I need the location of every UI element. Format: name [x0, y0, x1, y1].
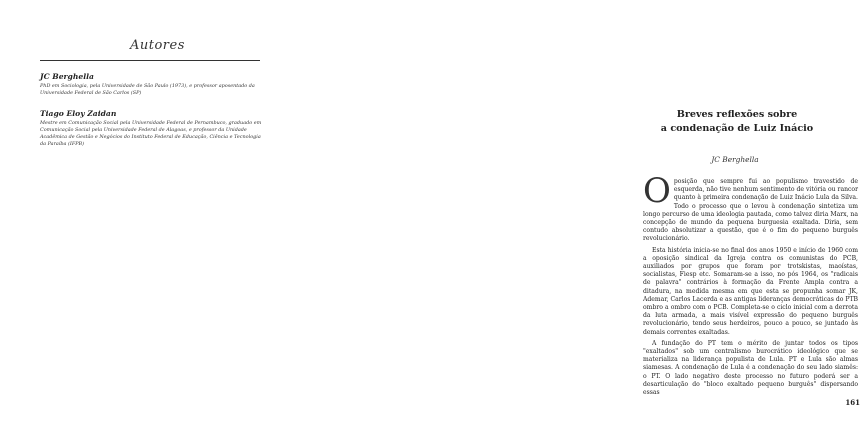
paragraph: Esta história inicia-se no final dos anos 1950 e início de 1960 com a oposição sindical da Igreja contra os comunistas do PCB, auxiliados por grupos que foram por trotskistas, maoístas, socialistas, Fiesp etc. Somaram-se a isso, no pós 1964, os "radicais de palavra" contrários à formação da Frente Ampla contra a ditadura, na medida mesma em que esta se propunha somar JK, Ademar, Carlos Lacerda e as antigas lideranças democráticas do PTB ombro a ombro com o PCB. Completa-se o ciclo inicial com a derrota da luta armada, a mais visível expressão do pequeno burguês revolucionário, tendo seus herdeiros, pouco a pouco, se juntado às demais correntes exaltadas. [643, 246, 858, 336]
paragraph: A fundação do PT tem o mérito de juntar todos os tipos "exaltados" sob um centralismo burocrático ideológico que se materializa na liderança populista de Lula. PT e Lula são almas siamesas. A condenação de Lula é a condenação do seu lado siamês: o PT. O lado negativo deste processo no futuro poderá ser a desarticulação do "bloco exaltado pequeno burguês" dispersando essas [643, 339, 858, 397]
author-bio: PhD em Sociologia, pela Universidade de São Paulo (1973), e professor aposentado da Universidade Federal de São Carlos (SP) [40, 83, 255, 96]
paragraph [643, 171, 858, 244]
article-byline: JC Berghella [711, 155, 759, 164]
page-number: 161 [845, 398, 860, 407]
left-page [0, 0, 300, 439]
right-page [300, 0, 860, 439]
heading-divider [40, 60, 260, 61]
author-bio: Mestre em Comunicação Social pela Universidade Federal de Pernambuco, graduado em Comunicação Social pela Universidade Federal de Alagoas, e professor da Unidade Acadêmica de Gestão e Negócios do Instituto Federal de Educação, Ciência e Tecnologia da Paraíba (IFPB) [40, 120, 262, 147]
author-name: Tiago Eloy Zaidan [40, 109, 117, 118]
article-title [653, 108, 821, 136]
article-body [643, 171, 858, 400]
authors-heading: Autores [130, 38, 185, 53]
article-title-line-2: a condenação de Luiz Inácio [660, 123, 814, 134]
drop-cap: O [643, 171, 671, 211]
article-title-line-1: Breves reflexões sobre [676, 109, 798, 120]
author-entry [40, 109, 265, 148]
paragraph-text: posição que sempre fui ao populismo travestido de esquerda, não tive nenhum sentimento de vitória ou rancor quanto à primeira condenação de Luiz Inácio Lula da Silva. Todo o processo que o levou à condenação sintetiza um longo percurso de uma ideologia pautada, como talvez diria Marx, na concepção de mundo da pequena burguesia exaltada. Diria, sem contudo absolutizar a questão, que é o fim do pequeno burguês revolucionário. [643, 178, 858, 243]
author-entry [40, 72, 265, 97]
author-name: JC Berghella [40, 72, 94, 81]
